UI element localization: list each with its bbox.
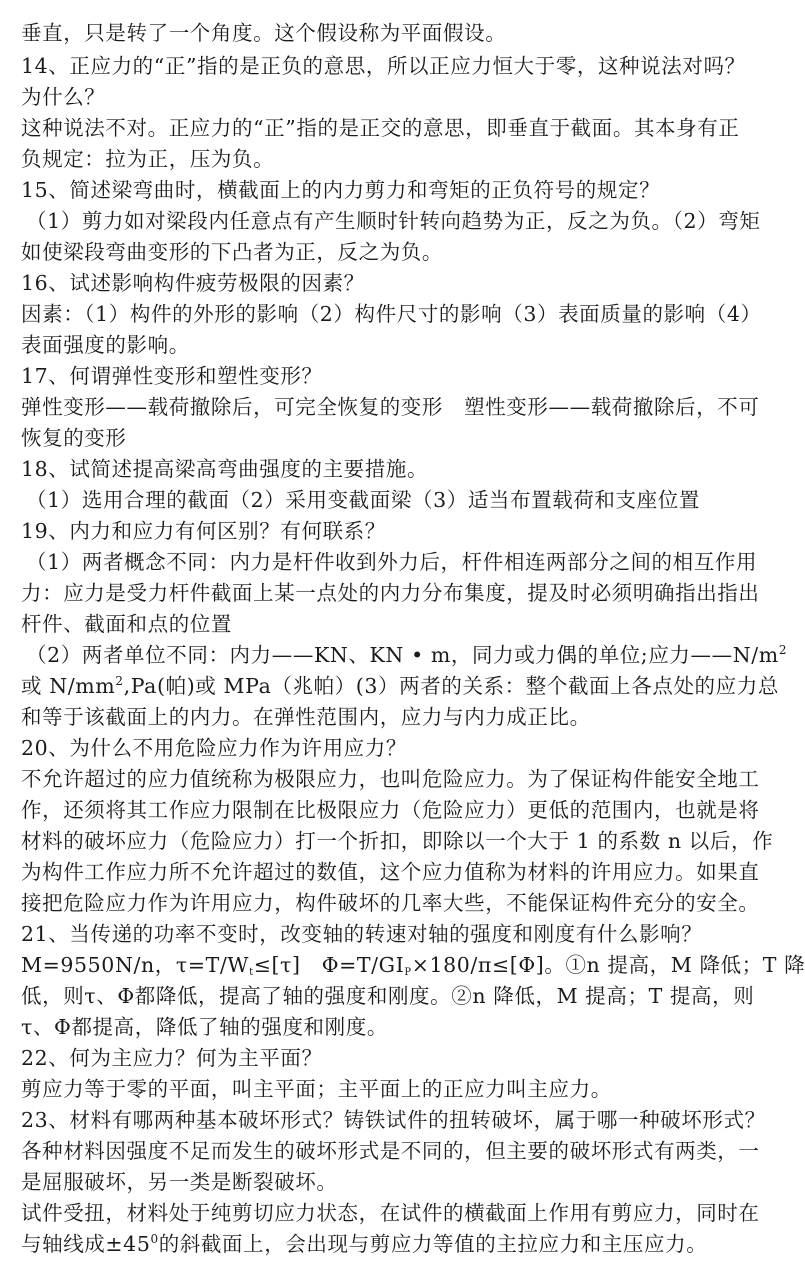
- answer-line: 为构件工作应力所不允许超过的数值，这个应力值称为材料的许用应力。如果直: [21, 860, 760, 884]
- superscript: 2: [778, 643, 788, 657]
- answer-line: 试件受扭，材料处于纯剪切应力状态，在试件的横截面上作用有剪应力，同时在: [21, 1201, 760, 1225]
- question-14: 14、正应力的“正”指的是正负的意思，所以正应力恒大于零，这种说法对吗？: [21, 54, 746, 78]
- answer-line: 剪应力等于零的平面，叫主平面；主平面上的正应力叫主应力。: [21, 1077, 612, 1101]
- text-line: 垂直，只是转了一个角度。这个假设称为平面假设。: [21, 21, 507, 45]
- question-22: 22、何为主应力？何为主平面？: [21, 1046, 323, 1070]
- question-23: 23、材料有哪两种基本破坏形式？铸铁试件的扭转破坏，属于哪一种破坏形式？: [21, 1108, 766, 1132]
- answer-line: 各种材料因强度不足而发生的破坏形式是不同的，但主要的破坏形式有两类，一: [21, 1139, 760, 1163]
- subscript: P: [404, 967, 412, 978]
- question-15: 15、简述梁弯曲时，横截面上的内力剪力和弯矩的正负符号的规定？: [21, 178, 661, 202]
- answer-line: 杆件、截面和点的位置: [21, 612, 232, 636]
- superscript: 0: [150, 1232, 159, 1246]
- question-19: 19、内力和应力有何区别？有何联系？: [21, 519, 386, 543]
- answer-line: 与轴线成$\pm 45^0$的斜截面上，会出现与剪应力等值的主拉应力和主压应力。: [21, 1232, 708, 1256]
- answer-line: 因素：（1）构件的外形的影响（2）构件尺寸的影响（3）表面质量的影响（4）: [21, 302, 762, 326]
- answer-line: 或 $N/mm^2,Pa$(帕)或 MPa（兆帕）(3）两者的关系：整个截面上各点处的应力总: [21, 674, 779, 698]
- answer-line: 不允许超过的应力值统称为极限应力，也叫危险应力。为了保证构件能安全地工: [21, 767, 760, 791]
- answer-line: 表面强度的影响。: [21, 333, 190, 357]
- answer-line: 作，还须将其工作应力限制在比极限应力（危险应力）更低的范围内，也就是将: [21, 798, 760, 822]
- text-line: 为什么？: [21, 85, 106, 109]
- answer-line: τ、Φ都提高，降低了轴的强度和刚度。: [21, 1015, 388, 1039]
- formula-line: M=9550N/n，$\tau=T/W_t\le[\tau]$ $\Phi=T/GI_P\times 180/\pi\le[\Phi]$。①n 提高，M 降低；T 降: [21, 953, 805, 978]
- answer-line: 材料的破坏应力（危险应力）打一个折扣，即除以一个大于 1 的系数 n 以后，作: [21, 829, 774, 853]
- question-17: 17、何谓弹性变形和塑性变形？: [21, 364, 323, 388]
- answer-line: 低，则τ、Φ都降低，提高了轴的强度和刚度。②n 降低，M 提高；T 提高，则: [21, 984, 755, 1008]
- answer-line: （1）剪力如对梁段内任意点有产生顺时针转向趋势为正，反之为负。（2）弯矩: [26, 209, 761, 233]
- answer-line: 力：应力是受力杆件截面上某一点处的内力分布集度，提及时必须明确指出指出: [21, 581, 760, 605]
- answer-line: 和等于该截面上的内力。在弹性范围内，应力与内力成正比。: [21, 705, 591, 729]
- subscript: t: [249, 967, 254, 978]
- answer-line: 恢复的变形: [21, 426, 127, 450]
- answer-line: 接把危险应力作为许用应力，构件破坏的几率大些，不能保证构件充分的安全。: [21, 891, 760, 915]
- answer-line: （2）两者单位不同：内力——KN、KN • m，同力或力偶的单位;应力$——N/m^2$: [26, 643, 788, 667]
- question-21: 21、当传递的功率不变时，改变轴的转速对轴的强度和刚度有什么影响？: [21, 922, 703, 946]
- answer-line: 如使梁段弯曲变形的下凸者为正，反之为负。: [21, 240, 443, 264]
- answer-line: 负规定：拉为正，压为负。: [21, 147, 275, 171]
- question-16: 16、试述影响构件疲劳极限的因素？: [21, 271, 365, 295]
- answer-line: （1）选用合理的截面（2）采用变截面梁（3）适当布置载荷和支座位置: [26, 488, 700, 512]
- answer-line: 是屈服破坏，另一类是断裂破坏。: [21, 1170, 338, 1194]
- superscript: 2: [115, 674, 124, 688]
- question-20: 20、为什么不用危险应力作为许用应力？: [21, 736, 407, 760]
- answer-line: 这种说法不对。正应力的“正”指的是正交的意思，即垂直于截面。其本身有正: [21, 116, 740, 140]
- answer-line: （1）两者概念不同：内力是杆件收到外力后，杆件相连两部分之间的相互作用: [26, 550, 758, 574]
- question-18: 18、试简述提高梁高弯曲强度的主要措施。: [21, 457, 429, 481]
- answer-line: 弹性变形——载荷撤除后，可完全恢复的变形 塑性变形——载荷撤除后，不可: [21, 395, 760, 419]
